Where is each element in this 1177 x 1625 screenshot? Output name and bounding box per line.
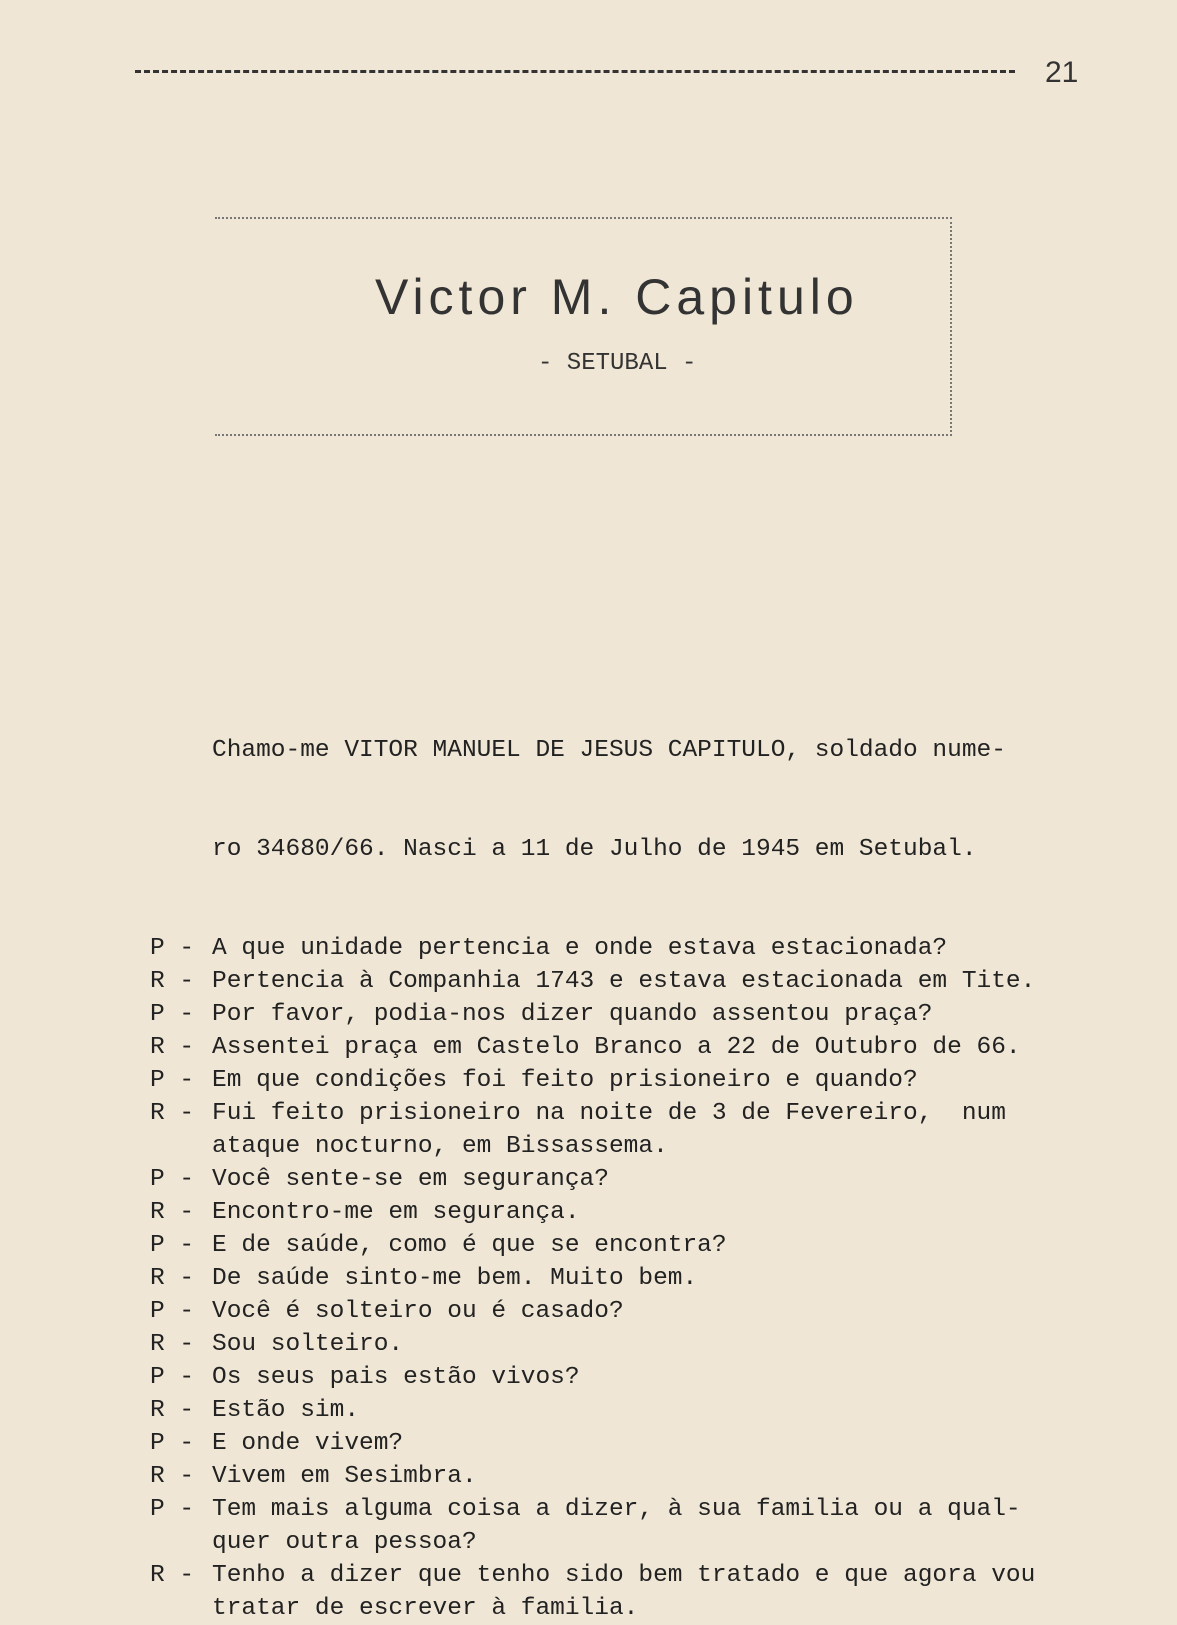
utterance-line: Encontro-me em segurança. xyxy=(212,1199,580,1226)
speaker-label: R - xyxy=(150,1397,195,1424)
utterance xyxy=(212,1097,1080,1163)
utterance-line: Você é solteiro ou é casado? xyxy=(212,1298,624,1325)
speaker-label: P - xyxy=(150,1001,195,1028)
dialogue-row xyxy=(150,1163,1080,1196)
dialogue-row xyxy=(150,1097,1080,1163)
utterance-line: Assentei praça em Castelo Branco a 22 de Outubro de 66. xyxy=(212,1034,1021,1061)
utterance xyxy=(212,965,1080,998)
header-box xyxy=(215,217,952,436)
speaker-label: R - xyxy=(150,1463,195,1490)
utterance xyxy=(212,1262,1080,1295)
utterance xyxy=(212,1328,1080,1361)
speaker-label: R - xyxy=(150,1034,195,1061)
dialogue-row xyxy=(150,1229,1080,1262)
speaker-label: P - xyxy=(150,1232,195,1259)
utterance-line: tratar de escrever à familia. xyxy=(212,1595,639,1622)
utterance-line: E de saúde, como é que se encontra? xyxy=(212,1232,727,1259)
intro-line: ro 34680/66. Nasci a 11 de Julho de 1945 em Setubal. xyxy=(212,836,977,863)
speaker-label: R - xyxy=(150,1331,195,1358)
dialogue-row xyxy=(150,998,1080,1031)
utterance xyxy=(212,1394,1080,1427)
dialogue-row xyxy=(150,1427,1080,1460)
utterance xyxy=(212,1163,1080,1196)
dialogue-row xyxy=(150,1394,1080,1427)
speaker-label: P - xyxy=(150,1430,195,1457)
utterance xyxy=(212,1427,1080,1460)
header-subtitle: - SETUBAL - xyxy=(538,350,697,377)
dialogue-row xyxy=(150,1559,1080,1625)
speaker-label: P - xyxy=(150,1166,195,1193)
dialogue-row xyxy=(150,1196,1080,1229)
intro-line: Chamo-me VITOR MANUEL DE JESUS CAPITULO, soldado nume- xyxy=(212,737,1006,764)
utterance-line: ataque nocturno, em Bissassema. xyxy=(212,1133,668,1160)
dialogue-row xyxy=(150,965,1080,998)
utterance-line: E onde vivem? xyxy=(212,1430,404,1457)
utterance xyxy=(212,1196,1080,1229)
utterance-line: Tem mais alguma coisa a dizer, à sua familia ou a qual- xyxy=(212,1496,1021,1523)
utterance xyxy=(212,998,1080,1031)
dialogue-row xyxy=(150,1460,1080,1493)
utterance xyxy=(212,1295,1080,1328)
utterance-line: Você sente-se em segurança? xyxy=(212,1166,609,1193)
utterance-line: De saúde sinto-me bem. Muito bem. xyxy=(212,1265,698,1292)
dialogue-row xyxy=(150,1295,1080,1328)
dialogue-row xyxy=(150,1031,1080,1064)
utterance-line: Fui feito prisioneiro na noite de 3 de Fevereiro, num xyxy=(212,1100,1006,1127)
speaker-label: P - xyxy=(150,1364,195,1391)
speaker-label: P - xyxy=(150,1496,195,1523)
dialogue-row xyxy=(150,932,1080,965)
dialogue-row xyxy=(150,1328,1080,1361)
dialogue-row xyxy=(150,1064,1080,1097)
dialogue-row xyxy=(150,1262,1080,1295)
utterance-line: Os seus pais estão vivos? xyxy=(212,1364,580,1391)
utterance xyxy=(212,1559,1080,1625)
utterance xyxy=(212,1229,1080,1262)
utterance-line: Em que condições foi feito prisioneiro e quando? xyxy=(212,1067,918,1094)
speaker-label: P - xyxy=(150,1298,195,1325)
speaker-label: P - xyxy=(150,935,195,962)
speaker-label: R - xyxy=(150,968,195,995)
utterance xyxy=(212,1493,1080,1559)
utterance-line: Por favor, podia-nos dizer quando assentou praça? xyxy=(212,1001,933,1028)
dialogue-row xyxy=(150,1493,1080,1559)
header-title: Victor M. Capitulo xyxy=(375,269,859,325)
utterance-line: Sou solteiro. xyxy=(212,1331,404,1358)
utterance-line: Pertencia à Companhia 1743 e estava estacionada em Tite. xyxy=(212,968,1036,995)
speaker-label: P - xyxy=(150,1067,195,1094)
speaker-label: R - xyxy=(150,1265,195,1292)
utterance xyxy=(212,1064,1080,1097)
page-number: 21 xyxy=(1045,56,1079,89)
interview-transcript xyxy=(150,668,1080,1625)
top-dashed-rule xyxy=(135,70,1015,73)
utterance xyxy=(212,1031,1080,1064)
utterance xyxy=(212,1361,1080,1394)
utterance-line: Estão sim. xyxy=(212,1397,360,1424)
intro-paragraph xyxy=(150,668,1080,932)
speaker-label: R - xyxy=(150,1100,195,1127)
speaker-label: R - xyxy=(150,1562,195,1589)
speaker-label: R - xyxy=(150,1199,195,1226)
utterance-line: Vivem em Sesimbra. xyxy=(212,1463,477,1490)
utterance xyxy=(212,932,1080,965)
dialogue-list xyxy=(150,932,1080,1625)
utterance-line: A que unidade pertencia e onde estava estacionada? xyxy=(212,935,948,962)
utterance-line: Tenho a dizer que tenho sido bem tratado e que agora vou xyxy=(212,1562,1036,1589)
utterance-line: quer outra pessoa? xyxy=(212,1529,477,1556)
dialogue-row xyxy=(150,1361,1080,1394)
utterance xyxy=(212,1460,1080,1493)
